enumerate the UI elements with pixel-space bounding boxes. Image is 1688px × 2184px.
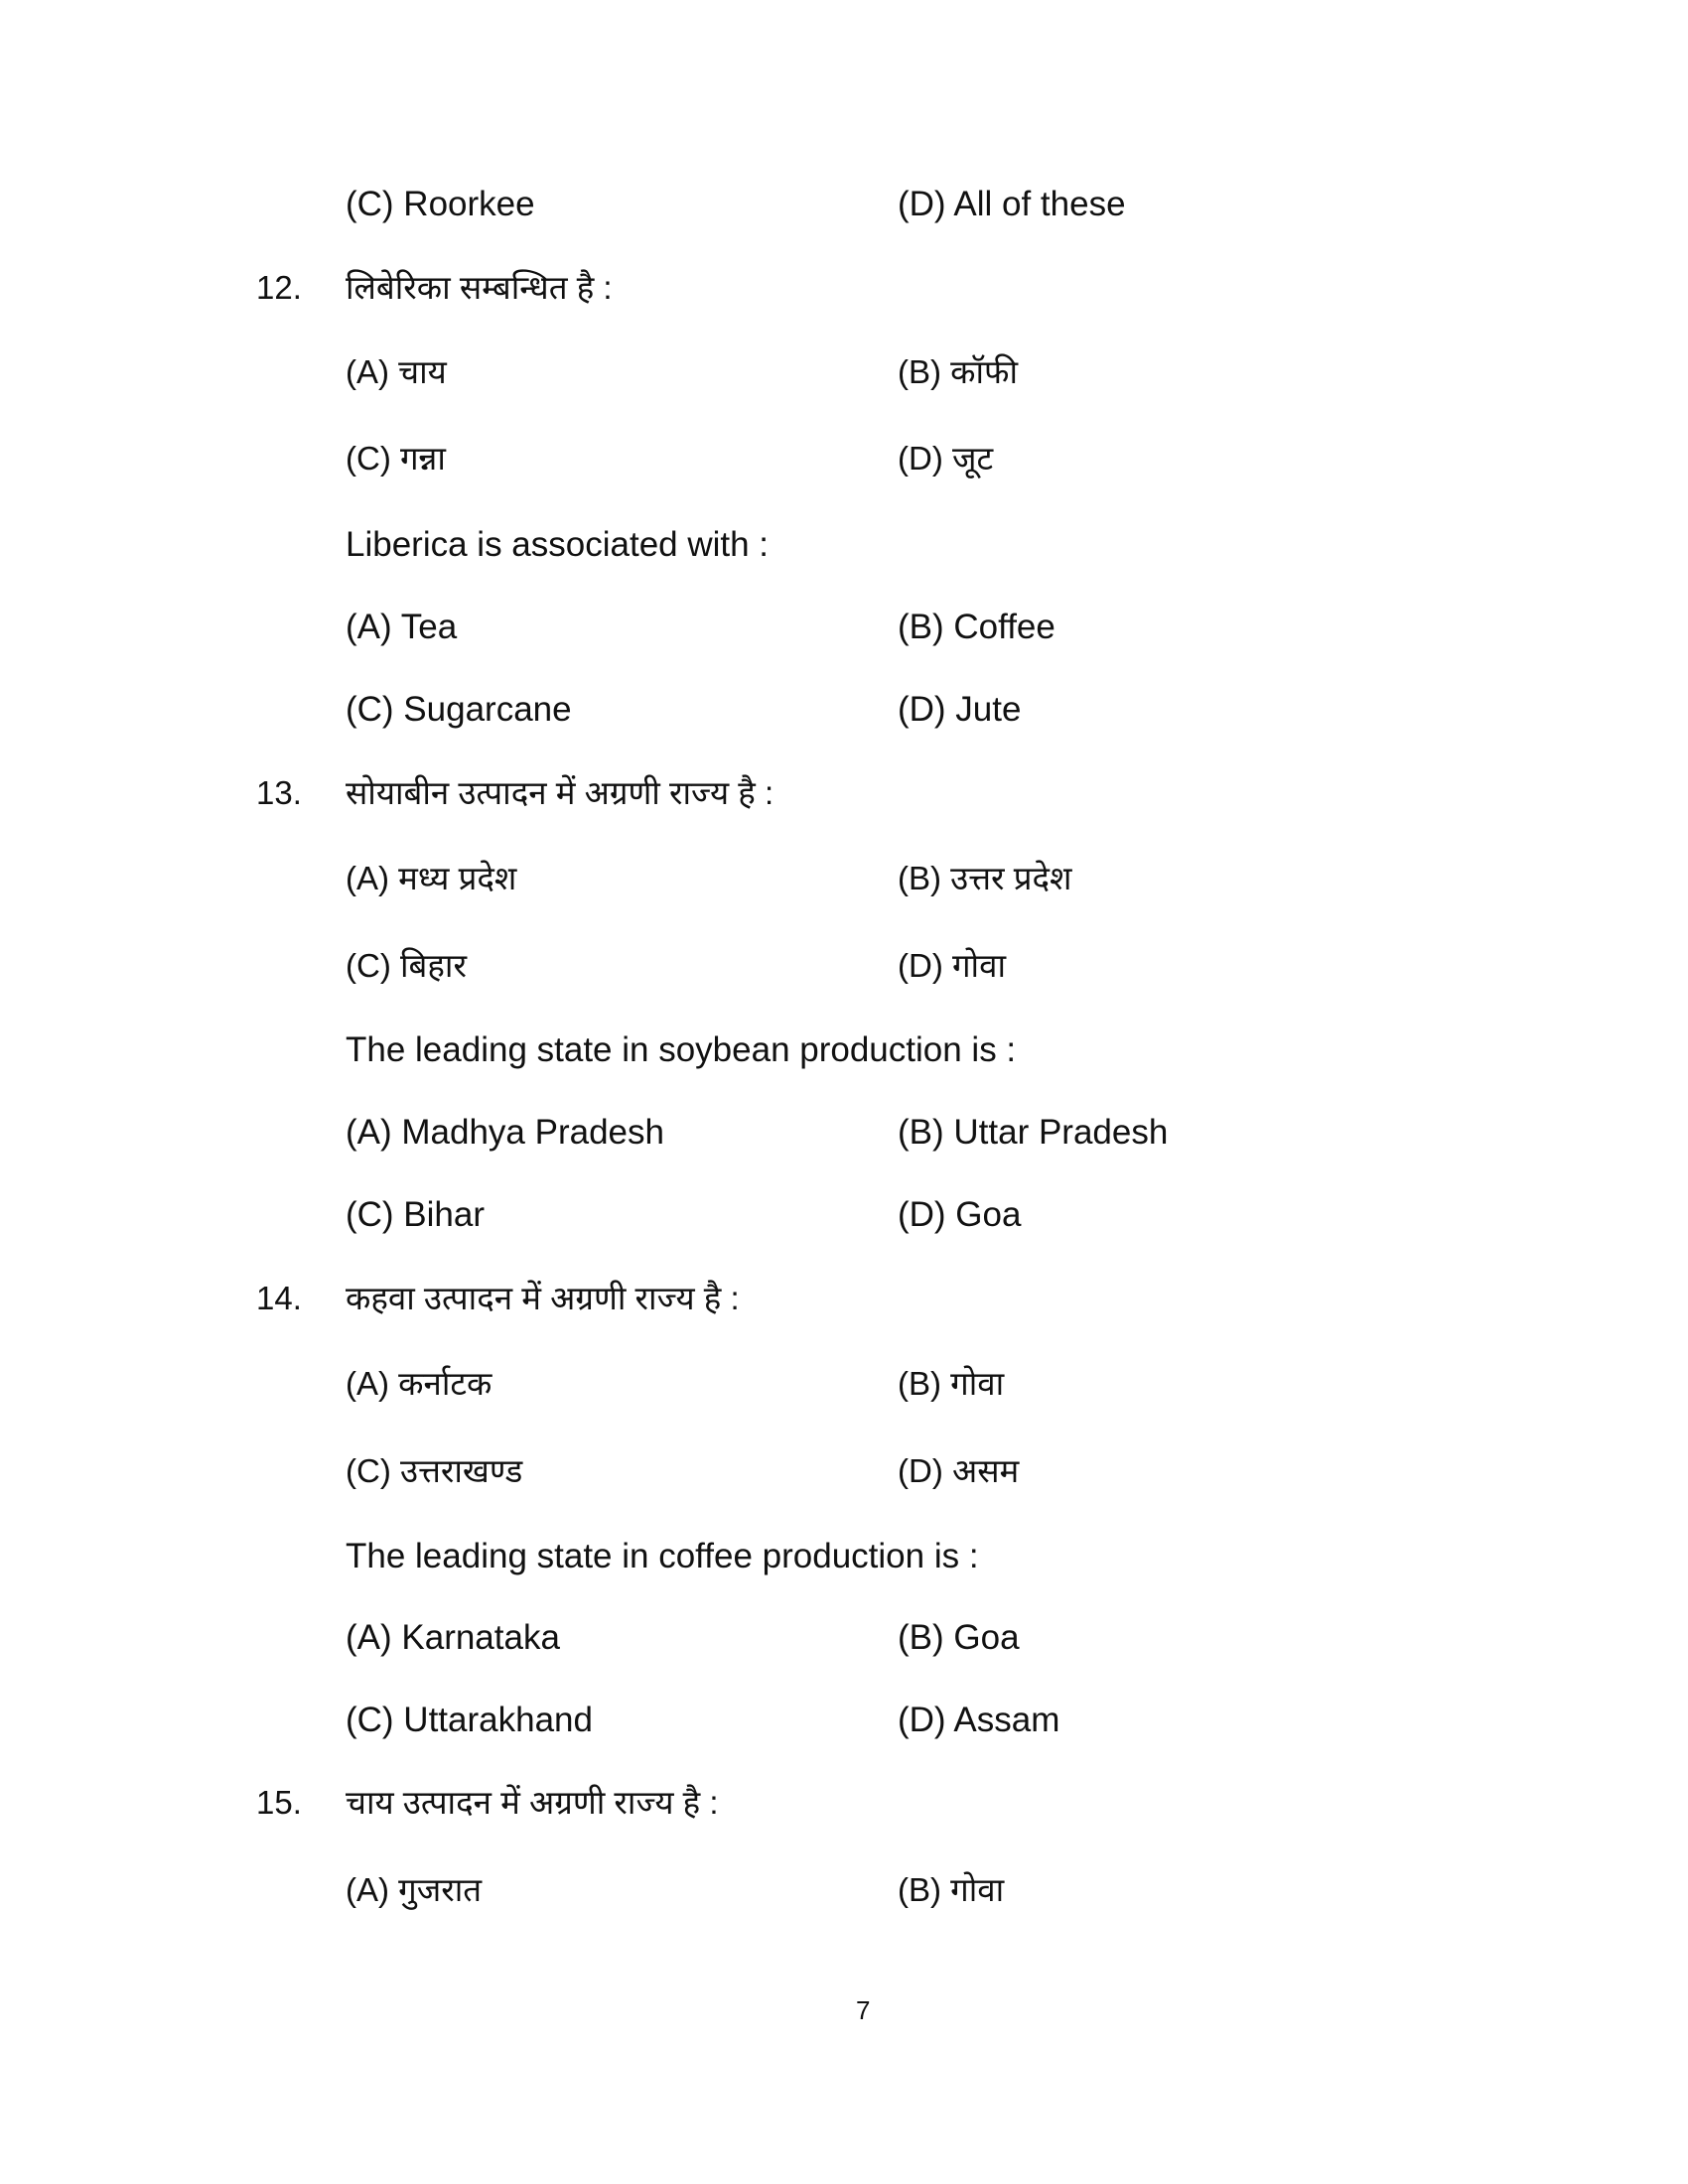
option-text-right: (D) Jute (898, 690, 1022, 729)
option-text-left: The leading state in coffee production is : (346, 1537, 979, 1575)
question-number: 12. (256, 269, 302, 306)
question-text: चाय उत्पादन में अग्रणी राज्य है : (346, 1784, 719, 1821)
option-text-left: (A) मध्य प्रदेश (346, 860, 517, 896)
option-text-right: (B) Goa (898, 1618, 1020, 1657)
option-text-left: (C) गन्ना (346, 440, 446, 477)
option-text-right: (D) असम (898, 1452, 1020, 1489)
option-text-left: The leading state in soybean production is : (346, 1030, 1017, 1069)
question-number: 13. (256, 774, 302, 811)
option-text-right: (D) Assam (898, 1701, 1060, 1739)
option-text-left: (A) Tea (346, 608, 458, 646)
option-text-left: (C) बिहार (346, 947, 467, 984)
option-text-right: (B) उत्तर प्रदेश (898, 860, 1072, 896)
option-text-right: (B) Coffee (898, 608, 1055, 646)
option-text-right: (B) गोवा (898, 1365, 1005, 1402)
option-text-left: (A) गुजरात (346, 1871, 483, 1908)
option-text-left: (A) Karnataka (346, 1618, 560, 1657)
option-text-right: (B) Uttar Pradesh (898, 1113, 1169, 1152)
option-text-left: Liberica is associated with : (346, 525, 770, 564)
page-number: 7 (856, 1995, 871, 2025)
option-text-left: (C) Bihar (346, 1195, 486, 1234)
option-text-left: (C) उत्तराखण्ड (346, 1452, 523, 1489)
question-number: 14. (256, 1280, 302, 1316)
question-text: लिबेरिका सम्बन्धित है : (346, 269, 613, 306)
option-text-right: (D) Goa (898, 1195, 1022, 1234)
option-text-left: (C) Uttarakhand (346, 1701, 593, 1739)
option-text-left: (A) कर्नाटक (346, 1365, 492, 1402)
question-text: कहवा उत्पादन में अग्रणी राज्य है : (346, 1280, 740, 1316)
question-text: सोयाबीन उत्पादन में अग्रणी राज्य है : (346, 774, 774, 811)
option-text-left: (C) Roorkee (346, 185, 535, 223)
option-text-left: (A) Madhya Pradesh (346, 1113, 664, 1152)
option-text-right: (B) कॉफी (898, 353, 1019, 390)
option-text-right: (D) गोवा (898, 947, 1006, 984)
option-text-right: (D) All of these (898, 185, 1126, 223)
option-text-left: (A) चाय (346, 353, 447, 390)
option-text-left: (C) Sugarcane (346, 690, 572, 729)
question-number: 15. (256, 1784, 302, 1821)
option-text-right: (D) जूट (898, 440, 994, 477)
option-text-right: (B) गोवा (898, 1871, 1005, 1908)
